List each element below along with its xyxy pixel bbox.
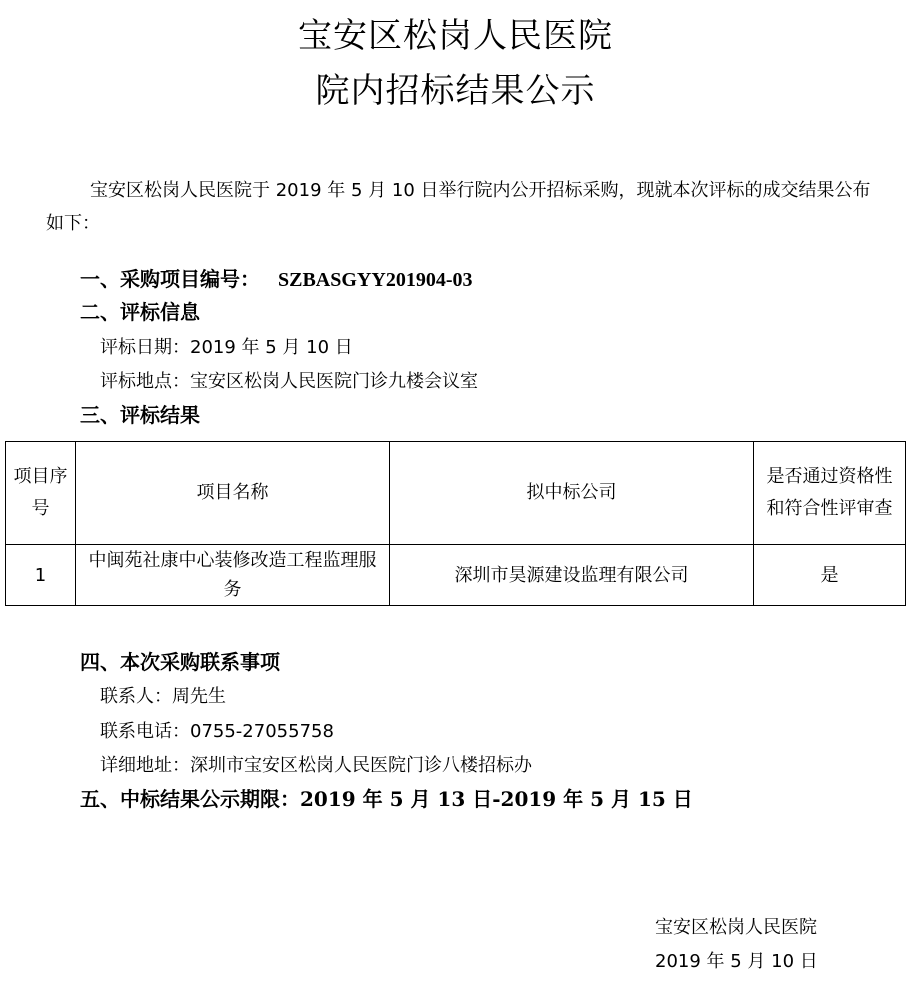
evaluation-location: 评标地点：宝安区松岗人民医院门诊九楼会议室 — [100, 371, 478, 392]
evaluation-date: 评标日期：2019 年 5 月 10 日 — [100, 337, 353, 358]
table-cell: 1 — [6, 545, 76, 606]
table-header-cell: 拟中标公司 — [390, 442, 754, 545]
document-title: 宝安区松岗人民医院 — [298, 16, 613, 56]
contact-phone: 联系电话：0755-27055758 — [100, 721, 334, 742]
intro-paragraph: 宝安区松岗人民医院于 2019 年 5 月 10 日举行院内公开招标采购，现就本次评标的成交结果公布如下： — [46, 180, 871, 234]
table-header-cell: 项目名称 — [76, 442, 390, 545]
section-1-heading — [80, 264, 472, 295]
project-code: SZBASGYY201904-03 — [278, 269, 473, 291]
table-cell: 是 — [754, 545, 906, 606]
table-cell: 中闽苑社康中心装修改造工程监理服务 — [76, 545, 390, 606]
contact-address: 详细地址：深圳市宝安区松岗人民医院门诊八楼招标办 — [100, 755, 532, 776]
signature-date: 2019 年 5 月 10 日 — [655, 951, 818, 972]
result-table — [5, 441, 906, 606]
table-header-cell: 是否通过资格性和符合性评审查 — [754, 442, 906, 545]
section-2-heading: 二、评标信息 — [80, 300, 200, 324]
section-3-heading: 三、评标结果 — [80, 403, 200, 427]
contact-person: 联系人：周先生 — [100, 686, 226, 707]
section-1-label: 一、采购项目编号： — [80, 267, 260, 291]
document-subtitle: 院内招标结果公示 — [315, 71, 596, 111]
table-header-row — [6, 442, 906, 545]
section-5-heading: 五、中标结果公示期限：2019 年 5 月 13 日-2019 年 5 月 15 日 — [80, 787, 693, 811]
section-4-heading: 四、本次采购联系事项 — [80, 650, 280, 674]
table-cell: 深圳市昊源建设监理有限公司 — [390, 545, 754, 606]
table-row — [6, 545, 906, 606]
signature-org: 宝安区松岗人民医院 — [655, 917, 817, 938]
table-header-cell: 项目序号 — [6, 442, 76, 545]
